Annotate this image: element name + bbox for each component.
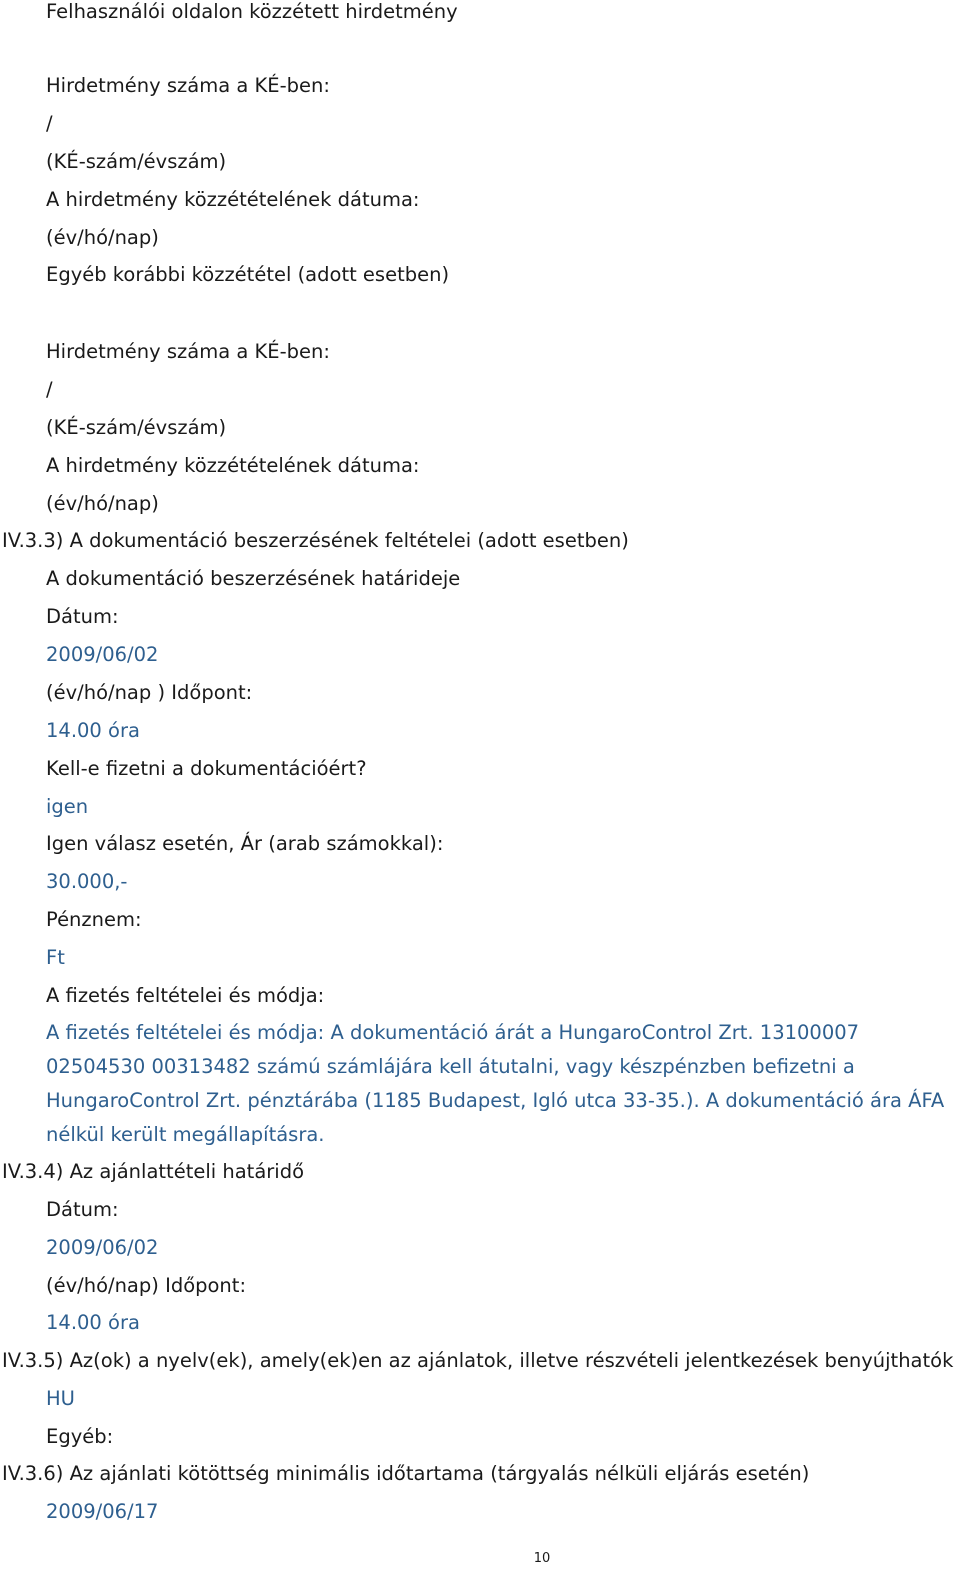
date-label: Dátum: [46,1198,119,1221]
price-value: 30.000,- [46,870,128,893]
time-label: (év/hó/nap ) Időpont: [46,681,253,704]
date-label: Dátum: [46,605,119,628]
date-format-hint: (év/hó/nap) [46,492,159,515]
time-label: (év/hó/nap) Időpont: [46,1274,247,1297]
notice-number-label: Hirdetmény száma a KÉ-ben: [46,74,330,97]
publication-date-label: A hirdetmény közzétételének dátuma: [46,454,420,477]
section-heading-iv-3-5: IV.3.5) Az(ok) a nyelv(ek), amely(ek)en az ajánlatok, illetve részvételi jelentkezések benyújthatók [2,1349,954,1372]
payment-terms-value: A fizetés feltételei és módja: A dokumentáció árát a HungaroControl Zrt. 13100007 02504530 00313482 számú számlájára kell átutalni, vagy készpénzben befizetni a HungaroControl Zrt. pénztárába (1185 Budapest, Igló utca 33-35.). A dokumentáció ára ÁFA nélkül került megállapításra. [46,1021,945,1146]
section-heading-iv-3-6: IV.3.6) Az ajánlati kötöttség minimális időtartama (tárgyalás nélküli eljárás esetén) [2,1462,810,1485]
time-value: 14.00 óra [46,1311,140,1334]
section-heading-iv-3-4: IV.3.4) Az ajánlattételi határidő [2,1160,305,1183]
notice-number-slash: / [46,378,53,401]
time-value: 14.00 óra [46,719,140,742]
date-format-hint: (év/hó/nap) [46,226,159,249]
section-heading-iv-3-3: IV.3.3) A dokumentáció beszerzésének feltételei (adott esetben) [2,529,629,552]
doc-deadline-label: A dokumentáció beszerzésének határideje [46,567,461,590]
payment-answer: igen [46,795,89,818]
publication-date-label: A hirdetmény közzétételének dátuma: [46,188,420,211]
notice-number-format: (KÉ-szám/évszám) [46,150,227,173]
other-language-label: Egyéb: [46,1425,114,1448]
page-header: Felhasználói oldalon közzétett hirdetmény [46,0,458,23]
date-value: 2009/06/02 [46,1236,159,1259]
date-value: 2009/06/02 [46,643,159,666]
notice-number-format: (KÉ-szám/évszám) [46,416,227,439]
other-publication-heading: Egyéb korábbi közzététel (adott esetben) [46,263,450,286]
notice-number-slash: / [46,112,53,135]
price-label: Igen válasz esetén, Ár (arab számokkal): [46,832,444,855]
page-number: 10 [533,1551,551,1566]
language-value: HU [46,1387,75,1410]
currency-label: Pénznem: [46,908,142,931]
notice-number-label: Hirdetmény száma a KÉ-ben: [46,340,330,363]
binding-period-value: 2009/06/17 [46,1500,159,1523]
payment-question: Kell-e fizetni a dokumentációért? [46,757,367,780]
currency-value: Ft [46,946,65,969]
payment-terms-label: A fizetés feltételei és módja: [46,984,325,1007]
